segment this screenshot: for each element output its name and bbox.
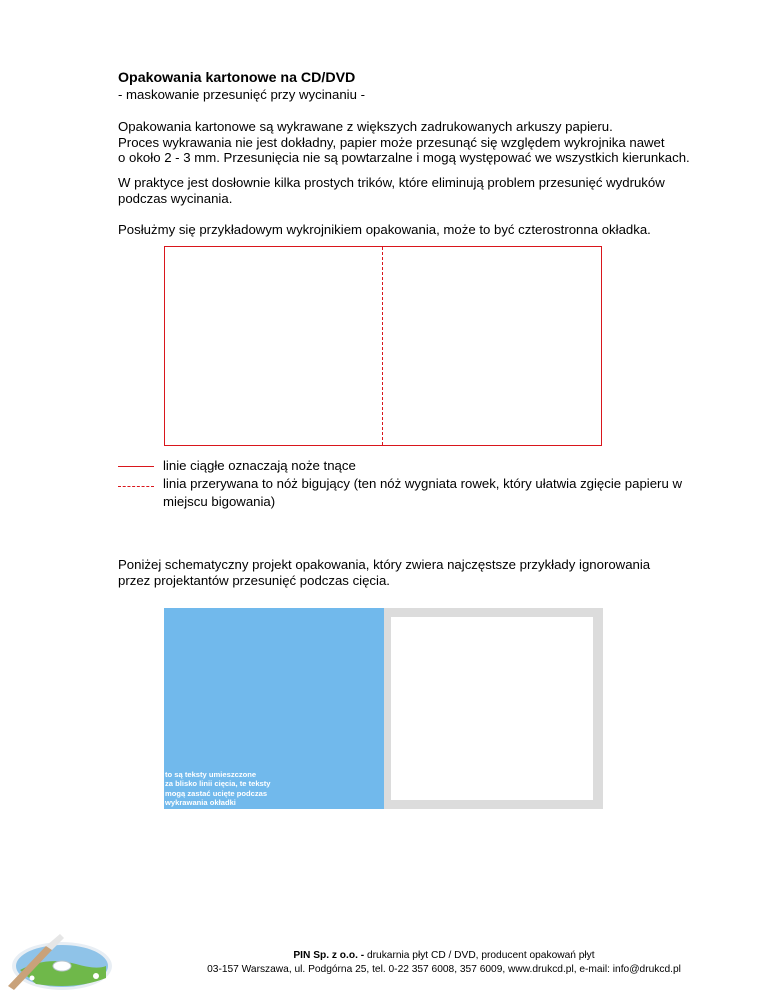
footer-address: 03-157 Warszawa, ul. Podgórna 25, tel. 0-22 357 6008, 357 6009, www.drukcd.pl, e-mail: info@drukcd.pl	[207, 964, 681, 975]
tricks-line-1: W praktyce jest dosłownie kilka prostych trików, które eliminują problem przesunięć wydruków	[118, 175, 665, 190]
legend-dashed-label: linia przerywana to nóż bigujący (ten nóż wygniata rowek, który ułatwia zgięcie papieru w miejscu bigowania)	[163, 476, 682, 509]
panel-warning-text	[165, 770, 305, 807]
intro-line-3: o około 2 - 3 mm. Przesunięcia nie są powtarzalne i mogą występować we wszystkich kierunkach.	[118, 150, 690, 165]
document-title: Opakowania kartonowe na CD/DVD	[118, 70, 356, 86]
document-subtitle: - maskowanie przesunięć przy wycinaniu -	[118, 87, 365, 102]
schematic-paragraph	[118, 557, 650, 588]
legend-solid-label: linie ciągłe oznaczają noże tnące	[163, 458, 356, 473]
footer-company-line	[0, 949, 768, 962]
panel-warning-line-2: za blisko linii cięcia, te teksty	[165, 779, 271, 789]
tricks-line-2: podczas wycinania.	[118, 190, 233, 206]
panel-warning-line-3: mogą zastać ucięte podczas	[165, 788, 268, 798]
cover-back-inner-area	[391, 617, 593, 800]
legend-dashed-line-swatch	[118, 486, 154, 487]
panel-warning-line-4: wykrawania okładki	[165, 797, 236, 807]
intro-line-1: Opakowania kartonowe są wykrawane z większych zadrukowanych arkuszy papieru.	[118, 119, 613, 134]
schematic-line-1: Poniżej schematyczny projekt opakowania, który zwiera najczęstsze przykłady ignorowania	[118, 557, 651, 572]
tricks-paragraph	[118, 175, 665, 206]
cover-back-panel	[384, 608, 603, 809]
panel-warning-line-1: to są teksty umieszczone	[165, 770, 257, 779]
cover-front-panel	[164, 608, 384, 809]
schematic-line-2: przez projektantów przesunięć podczas cięcia.	[118, 572, 390, 588]
footer-tagline: drukarnia płyt CD / DVD, producent opakowań płyt	[364, 950, 595, 961]
intro-paragraph	[118, 119, 690, 166]
intro-line-2: Proces wykrawania nie jest dokładny, papier może przesunąć się względem wykrojnika nawet	[118, 134, 665, 150]
example-paragraph: Posłużmy się przykładowym wykrojnikiem opakowania, może to być czterostronna okładka.	[118, 222, 651, 237]
fold-line	[382, 247, 383, 445]
dieline-diagram	[164, 246, 602, 446]
legend-solid-line-swatch	[118, 466, 154, 467]
footer-company-name: PIN Sp. z o.o. -	[293, 950, 365, 961]
